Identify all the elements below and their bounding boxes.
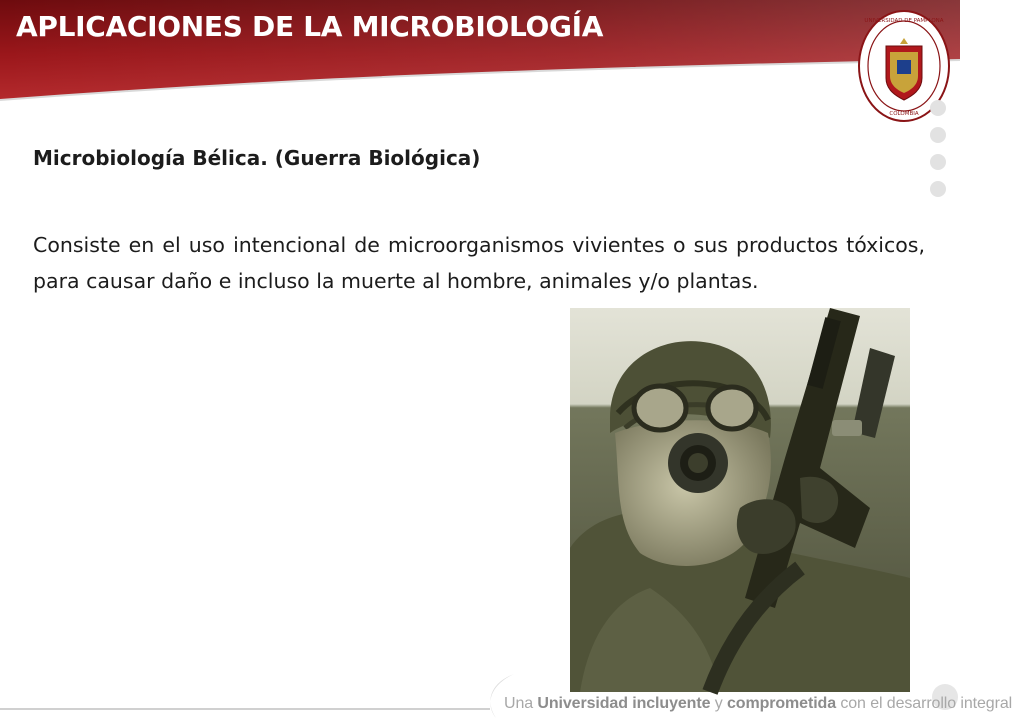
footer-text-4: comprometida bbox=[726, 695, 837, 712]
seal-text-top: UNIVERSIDAD DE PAMPLONA bbox=[864, 18, 944, 24]
decorative-dots bbox=[930, 100, 946, 208]
slide-title: APLICACIONES DE LA MICROBIOLOGÍA bbox=[16, 10, 604, 43]
footer-text-1: Una bbox=[504, 695, 538, 712]
decor-dot bbox=[930, 181, 946, 197]
slide-body-text: Consiste en el uso intencional de microorganismos vivientes o sus productos tóxicos, para causar daño e incluso la muerte al hombre, animales y/o plantas. bbox=[33, 233, 925, 293]
seal-text-bottom: COLOMBIA bbox=[889, 111, 919, 117]
footer-text-2: Universidad incluyente bbox=[537, 695, 711, 712]
decor-dot bbox=[930, 100, 946, 116]
gas-mask-soldier-photo bbox=[570, 308, 910, 692]
footer-divider bbox=[0, 708, 490, 710]
decor-dot bbox=[930, 127, 946, 143]
footer-text-5: con el desarrollo integral bbox=[836, 695, 1012, 712]
footer-text-3: y bbox=[710, 695, 727, 712]
slide-subtitle: Microbiología Bélica. (Guerra Biológica) bbox=[33, 146, 481, 170]
footer-slogan bbox=[504, 695, 1012, 713]
decor-dot bbox=[930, 154, 946, 170]
slide-header bbox=[0, 0, 960, 122]
